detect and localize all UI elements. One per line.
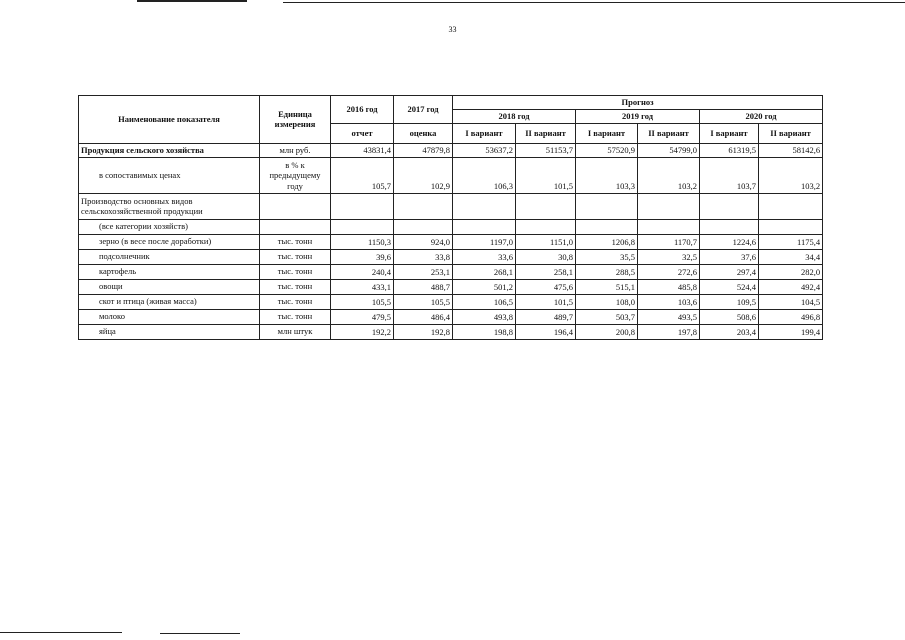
- table-row: [79, 280, 823, 295]
- row-name: (все категории хозяйств): [79, 220, 260, 235]
- table-row: [79, 158, 823, 194]
- cell-value: 32,5: [638, 250, 700, 265]
- cell-value: 240,4: [331, 265, 394, 280]
- cell-value: 203,4: [700, 325, 759, 340]
- cell-value: 503,7: [576, 310, 638, 325]
- cell-value: 1224,6: [700, 235, 759, 250]
- table-row: [79, 310, 823, 325]
- header-2020-v2: II вариант: [759, 124, 823, 144]
- row-name: Продукция сельского хозяйства: [79, 144, 260, 158]
- cell-value: 58142,6: [759, 144, 823, 158]
- header-2019: 2019 год: [576, 110, 700, 124]
- table-row: [79, 325, 823, 340]
- cell-value: 104,5: [759, 295, 823, 310]
- top-rule-right: [283, 2, 905, 3]
- cell-value: 39,6: [331, 250, 394, 265]
- row-unit: тыс. тонн: [260, 295, 331, 310]
- cell-value: 489,7: [516, 310, 576, 325]
- cell-value: 1206,8: [576, 235, 638, 250]
- row-name: овощи: [79, 280, 260, 295]
- header-2018-v1: I вариант: [453, 124, 516, 144]
- cell-value: [516, 220, 576, 235]
- header-2018-v2: II вариант: [516, 124, 576, 144]
- cell-value: [638, 194, 700, 220]
- header-2020: 2020 год: [700, 110, 823, 124]
- cell-value: 253,1: [394, 265, 453, 280]
- cell-value: 1175,4: [759, 235, 823, 250]
- header-2019-v1: I вариант: [576, 124, 638, 144]
- cell-value: 288,5: [576, 265, 638, 280]
- header-unit: Единица измерения: [260, 96, 331, 144]
- cell-value: [453, 220, 516, 235]
- cell-value: 101,5: [516, 158, 576, 194]
- header-2018: 2018 год: [453, 110, 576, 124]
- row-name: молоко: [79, 310, 260, 325]
- cell-value: 33,8: [394, 250, 453, 265]
- header-report: отчет: [331, 124, 394, 144]
- cell-value: 1170,7: [638, 235, 700, 250]
- cell-value: 192,2: [331, 325, 394, 340]
- cell-value: 501,2: [453, 280, 516, 295]
- cell-value: 103,6: [638, 295, 700, 310]
- cell-value: 106,3: [453, 158, 516, 194]
- row-name: в сопоставимых ценах: [79, 158, 260, 194]
- table-row: [79, 220, 823, 235]
- cell-value: 192,8: [394, 325, 453, 340]
- row-unit: тыс. тонн: [260, 310, 331, 325]
- cell-value: 258,1: [516, 265, 576, 280]
- cell-value: 105,5: [394, 295, 453, 310]
- table-row: [79, 144, 823, 158]
- row-unit: в % к предыдущему году: [260, 158, 331, 194]
- table-row: [79, 235, 823, 250]
- header-row-1: [79, 96, 823, 110]
- table-row: [79, 194, 823, 220]
- row-name: зерно (в весе после доработки): [79, 235, 260, 250]
- cell-value: 524,4: [700, 280, 759, 295]
- row-unit: млн штук: [260, 325, 331, 340]
- row-unit: тыс. тонн: [260, 265, 331, 280]
- row-name: яйца: [79, 325, 260, 340]
- header-2020-v1: I вариант: [700, 124, 759, 144]
- cell-value: 34,4: [759, 250, 823, 265]
- cell-value: 103,3: [576, 158, 638, 194]
- table-row: [79, 265, 823, 280]
- cell-value: 37,6: [700, 250, 759, 265]
- cell-value: [576, 220, 638, 235]
- cell-value: [331, 220, 394, 235]
- cell-value: 297,4: [700, 265, 759, 280]
- cell-value: 102,9: [394, 158, 453, 194]
- cell-value: [394, 194, 453, 220]
- cell-value: [700, 220, 759, 235]
- header-forecast: Прогноз: [453, 96, 823, 110]
- cell-value: [331, 194, 394, 220]
- cell-value: 57520,9: [576, 144, 638, 158]
- cell-value: 492,4: [759, 280, 823, 295]
- cell-value: [759, 220, 823, 235]
- cell-value: 43831,4: [331, 144, 394, 158]
- top-rule-left: [137, 0, 247, 2]
- cell-value: [638, 220, 700, 235]
- row-unit: тыс. тонн: [260, 280, 331, 295]
- row-name: Производство основных видов сельскохозяйственной продукции: [79, 194, 260, 220]
- cell-value: 105,5: [331, 295, 394, 310]
- table-row: [79, 250, 823, 265]
- cell-value: 488,7: [394, 280, 453, 295]
- header-estimate: оценка: [394, 124, 453, 144]
- row-unit: тыс. тонн: [260, 250, 331, 265]
- header-2016: 2016 год: [331, 96, 394, 124]
- cell-value: 515,1: [576, 280, 638, 295]
- row-unit: [260, 194, 331, 220]
- bottom-rule-mid: [160, 633, 240, 634]
- cell-value: 479,5: [331, 310, 394, 325]
- cell-value: 924,0: [394, 235, 453, 250]
- cell-value: 485,8: [638, 280, 700, 295]
- cell-value: 508,6: [700, 310, 759, 325]
- cell-value: 475,6: [516, 280, 576, 295]
- cell-value: 493,8: [453, 310, 516, 325]
- cell-value: 54799,0: [638, 144, 700, 158]
- cell-value: 1197,0: [453, 235, 516, 250]
- row-unit: млн руб.: [260, 144, 331, 158]
- row-name: картофель: [79, 265, 260, 280]
- cell-value: [516, 194, 576, 220]
- cell-value: 103,7: [700, 158, 759, 194]
- cell-value: 101,5: [516, 295, 576, 310]
- header-name: Наименование показателя: [79, 96, 260, 144]
- cell-value: 493,5: [638, 310, 700, 325]
- cell-value: 282,0: [759, 265, 823, 280]
- cell-value: 105,7: [331, 158, 394, 194]
- cell-value: 486,4: [394, 310, 453, 325]
- bottom-rule-left: [0, 632, 122, 633]
- cell-value: 272,6: [638, 265, 700, 280]
- cell-value: 496,8: [759, 310, 823, 325]
- cell-value: [453, 194, 516, 220]
- cell-value: 103,2: [638, 158, 700, 194]
- cell-value: 200,8: [576, 325, 638, 340]
- cell-value: 106,5: [453, 295, 516, 310]
- agriculture-forecast-table: [78, 95, 823, 340]
- cell-value: 35,5: [576, 250, 638, 265]
- cell-value: 47879,8: [394, 144, 453, 158]
- cell-value: 108,0: [576, 295, 638, 310]
- cell-value: [700, 194, 759, 220]
- cell-value: 1151,0: [516, 235, 576, 250]
- row-name: скот и птица (живая масса): [79, 295, 260, 310]
- cell-value: 268,1: [453, 265, 516, 280]
- cell-value: 433,1: [331, 280, 394, 295]
- header-2017: 2017 год: [394, 96, 453, 124]
- cell-value: 198,8: [453, 325, 516, 340]
- cell-value: 103,2: [759, 158, 823, 194]
- page-number: 33: [448, 25, 457, 34]
- cell-value: 51153,7: [516, 144, 576, 158]
- cell-value: [576, 194, 638, 220]
- cell-value: 197,8: [638, 325, 700, 340]
- cell-value: 199,4: [759, 325, 823, 340]
- cell-value: [394, 220, 453, 235]
- cell-value: [759, 194, 823, 220]
- row-unit: тыс. тонн: [260, 235, 331, 250]
- table-row: [79, 295, 823, 310]
- cell-value: 61319,5: [700, 144, 759, 158]
- cell-value: 1150,3: [331, 235, 394, 250]
- cell-value: 30,8: [516, 250, 576, 265]
- header-2019-v2: II вариант: [638, 124, 700, 144]
- row-name: подсолнечник: [79, 250, 260, 265]
- cell-value: 109,5: [700, 295, 759, 310]
- cell-value: 53637,2: [453, 144, 516, 158]
- cell-value: 33,6: [453, 250, 516, 265]
- row-unit: [260, 220, 331, 235]
- cell-value: 196,4: [516, 325, 576, 340]
